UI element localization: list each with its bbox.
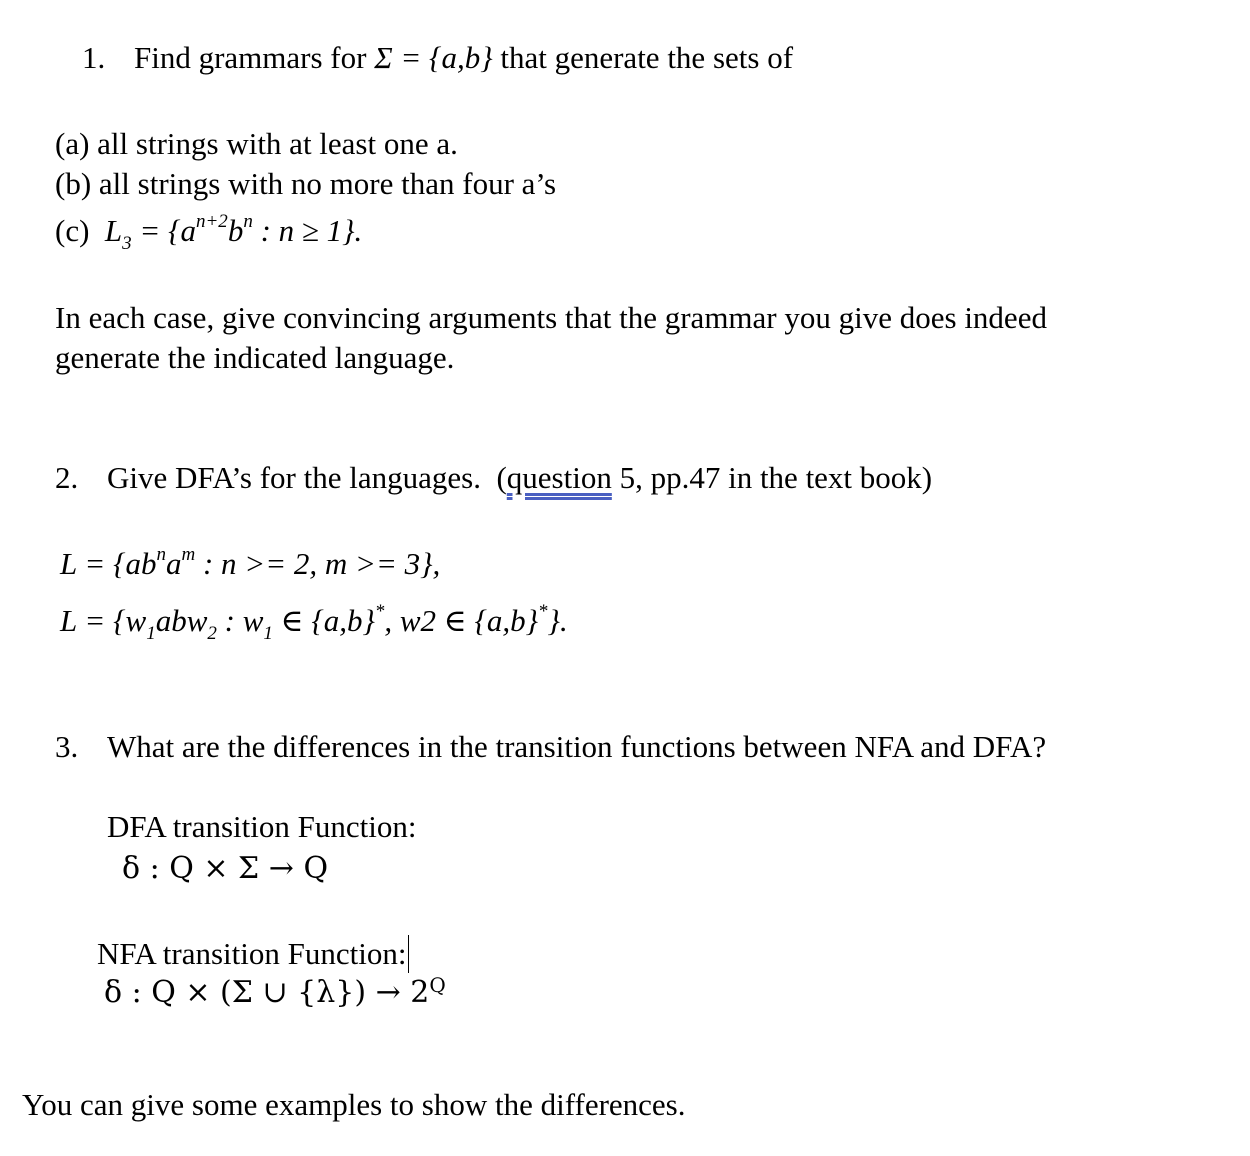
q2-number: 2. <box>55 460 79 495</box>
q2-lang1-a: a <box>166 546 182 581</box>
q1-heading <box>82 42 793 73</box>
text-cursor <box>408 935 409 973</box>
q2-lang1-exp-n: n <box>156 544 166 565</box>
q1-item-a-label: (a) <box>55 126 90 161</box>
q1-item-c-math <box>104 211 363 254</box>
q1-item-c-lang: L <box>104 213 123 248</box>
q2-ref-open: ( <box>496 460 507 495</box>
q1-item-b <box>55 168 556 199</box>
q1-item-a-text: all strings with at least one a. <box>97 126 458 161</box>
q1-item-c-label: (c) <box>55 213 90 248</box>
q2-lang1-rest: : n >= 2, m >= 3}, <box>195 546 441 581</box>
q3-nfa-formula <box>104 973 446 1010</box>
q3-heading <box>55 731 1046 762</box>
q1-item-c-exp2: n <box>243 211 253 232</box>
q2-lang2-sub3: 1 <box>263 623 273 644</box>
q3-title: What are the differences in the transition functions between NFA and DFA? <box>107 729 1047 764</box>
q1-title-after: that generate the sets of <box>500 40 794 75</box>
q2-lang2-in1: ∈ {a,b} <box>272 603 375 638</box>
q1-item-c-exp1: n+2 <box>195 211 228 232</box>
q2-lang2-abw: abw <box>155 603 208 638</box>
q3-nfa-label-line <box>97 935 409 973</box>
q3-nfa-label: NFA transition Function: <box>97 936 407 971</box>
q1-title-before: Find grammars for <box>134 40 367 75</box>
q1-item-c-mid: b <box>227 213 244 248</box>
q1-item-c <box>55 211 363 254</box>
q1-item-b-text: all strings with no more than four a’s <box>98 166 557 201</box>
q2-lang2-comma: , w2 ∈ {a,b} <box>384 603 539 638</box>
q2-language-1 <box>60 544 441 581</box>
q3-closing: You can give some examples to show the differences. <box>22 1087 686 1122</box>
q2-heading <box>55 462 932 493</box>
q2-lang2-end: }. <box>547 603 568 638</box>
q1-number: 1. <box>82 40 106 75</box>
q2-ref-link[interactable]: question <box>506 460 612 495</box>
q1-item-c-set-close: : n ≥ 1}. <box>252 213 363 248</box>
q3-dfa-formula: δ : Q × Σ → Q <box>122 851 329 886</box>
q2-lang2-star2: * <box>538 601 548 622</box>
q3-nfa-formula-main: δ : Q × (Σ ∪ {λ}) → 2 <box>104 975 430 1010</box>
q2-lang2-sub1: 1 <box>146 623 156 644</box>
q1-item-c-lang-sub: 3 <box>122 233 132 254</box>
q2-ref-rest: 5, pp.47 in the text book) <box>611 460 933 495</box>
q1-item-b-label: (b) <box>55 166 92 201</box>
q1-sigma-def: Σ = {a,b} <box>374 40 493 75</box>
q3-nfa-formula-sup: Q <box>429 973 446 997</box>
q2-lang2-cond: : w <box>216 603 264 638</box>
q2-lang1-start: L = {ab <box>60 546 157 581</box>
q2-lang1-exp-m: m <box>181 544 196 565</box>
q2-language-2 <box>60 601 568 644</box>
q3-dfa-label: DFA transition Function: <box>107 809 417 844</box>
q2-lang2-sub2: 2 <box>207 623 217 644</box>
q2-lang2-star1: * <box>374 601 385 622</box>
q3-number: 3. <box>55 729 79 764</box>
q2-title: Give DFA’s for the languages. <box>107 460 481 495</box>
q1-note-line1: In each case, give convincing arguments that the grammar you give does indeed <box>55 300 1047 335</box>
q1-item-c-set-open: = {a <box>131 213 196 248</box>
q1-note-line2: generate the indicated language. <box>55 340 455 375</box>
q2-lang2-start: L = {w <box>60 603 147 638</box>
q1-item-a <box>55 128 458 159</box>
